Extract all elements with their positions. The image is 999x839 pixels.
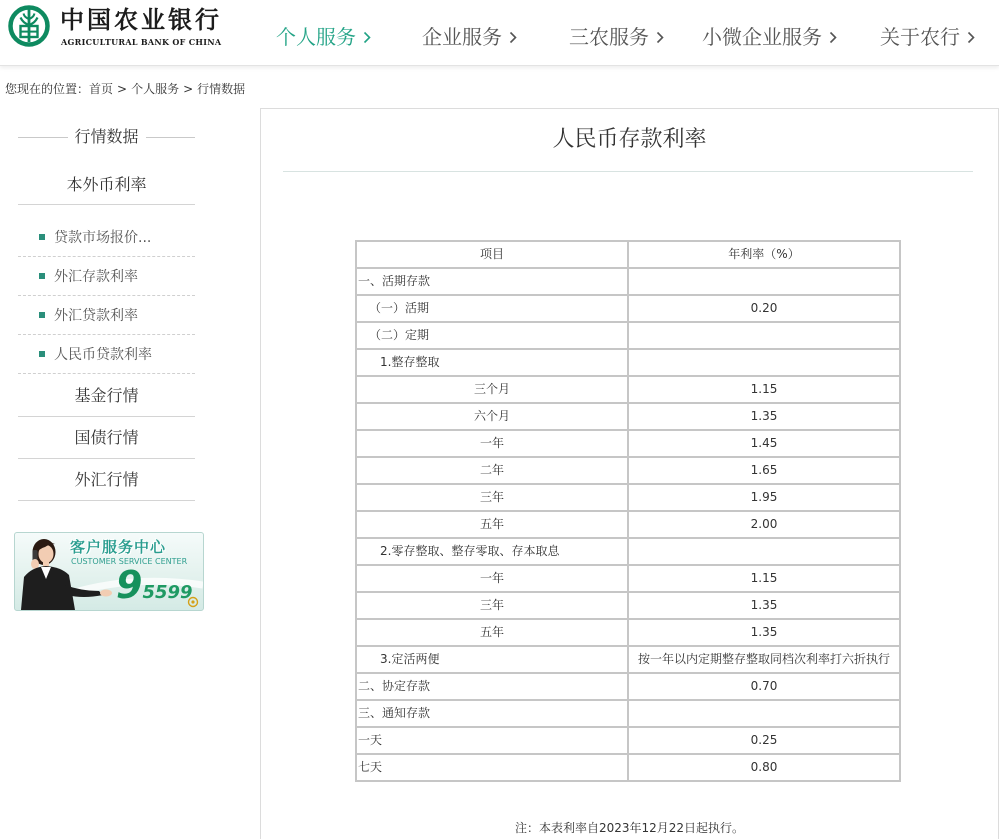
- sidebar-list: [18, 375, 195, 501]
- sidebar-item-treasury-quotes[interactable]: 国债行情: [18, 417, 195, 459]
- nav-about-abc[interactable]: [880, 23, 975, 51]
- divider: [18, 137, 68, 138]
- sidebar: [18, 0, 195, 620]
- row-rate-cell: 0.20: [629, 296, 901, 323]
- nav-small-business-services[interactable]: [702, 23, 837, 51]
- sidebar-subitem-lpr[interactable]: [18, 218, 195, 257]
- sidebar-title: [18, 125, 195, 149]
- main-content: [260, 108, 999, 839]
- sidebar-item-fund-quotes[interactable]: 基金行情: [18, 375, 195, 417]
- row-item-cell: 二、协定存款: [357, 674, 629, 701]
- table-row: [357, 458, 901, 485]
- banner-subtitle: CUSTOMER SERVICE CENTER: [71, 557, 188, 566]
- nav-label: 小微企业服务: [702, 25, 822, 49]
- nav-label: 个人服务: [276, 25, 356, 49]
- nav-label: 企业服务: [422, 25, 502, 49]
- sidebar-item-interest-rates[interactable]: 本外币利率: [18, 166, 195, 205]
- chevron-right-icon: [363, 31, 371, 44]
- sidebar-subitem-label: 外汇存款利率: [54, 269, 138, 285]
- row-rate-cell: 1.65: [629, 458, 901, 485]
- row-rate-cell: 1.45: [629, 431, 901, 458]
- row-item-cell: 三年: [357, 485, 629, 512]
- square-bullet-icon: [39, 351, 45, 357]
- chevron-right-icon: [656, 31, 664, 44]
- column-header-rate: 年利率（%）: [629, 242, 901, 269]
- nav-label: 关于农行: [880, 25, 960, 49]
- row-item-cell: 五年: [357, 620, 629, 647]
- row-item-cell: 一年: [357, 431, 629, 458]
- row-rate-cell: 1.15: [629, 566, 901, 593]
- table-row: [357, 377, 901, 404]
- square-bullet-icon: [39, 234, 45, 240]
- row-item-cell: 3.定活两便: [357, 647, 629, 674]
- sidebar-subitem-fx-loan-rates[interactable]: [18, 296, 195, 335]
- table-row: [357, 296, 901, 323]
- bank-name-cn: 中国农业银行: [60, 5, 222, 34]
- row-rate-cell: [629, 701, 901, 728]
- row-item-cell: 一、活期存款: [357, 269, 629, 296]
- table-row: [357, 620, 901, 647]
- customer-service-banner[interactable]: [14, 532, 204, 611]
- nav-personal-services[interactable]: [276, 23, 371, 51]
- sidebar-sublist: [18, 218, 195, 374]
- banner-phone-number: 95599: [116, 563, 193, 607]
- table-row: [357, 566, 901, 593]
- table-row: [357, 539, 901, 566]
- sidebar-subitem-label: 外汇贷款利率: [54, 308, 138, 324]
- table-row: [357, 647, 901, 674]
- breadcrumb-personal-link[interactable]: 个人服务: [131, 82, 180, 96]
- row-item-cell: 三、通知存款: [357, 701, 629, 728]
- table-row: [357, 431, 901, 458]
- divider: [146, 137, 196, 138]
- sidebar-item-fx-quotes[interactable]: 外汇行情: [18, 459, 195, 501]
- table-row: [357, 404, 901, 431]
- row-rate-cell: [629, 539, 901, 566]
- row-rate-cell: 1.35: [629, 593, 901, 620]
- row-rate-cell: 2.00: [629, 512, 901, 539]
- row-rate-cell: 0.70: [629, 674, 901, 701]
- sidebar-subitem-fx-deposit-rates[interactable]: [18, 257, 195, 296]
- row-item-cell: 六个月: [357, 404, 629, 431]
- sidebar-subitem-label: 贷款市场报价...: [54, 230, 152, 246]
- breadcrumb-market-data-link[interactable]: 行情数据: [197, 82, 246, 96]
- chevron-right-icon: [967, 31, 975, 44]
- row-rate-cell: 1.15: [629, 377, 901, 404]
- breadcrumb-home-link[interactable]: 首页: [89, 82, 114, 96]
- row-item-cell: 七天: [357, 755, 629, 782]
- table-row: [357, 485, 901, 512]
- nav-agriculture-services[interactable]: [569, 23, 664, 51]
- row-rate-cell: 按一年以内定期整存整取同档次利率打六折执行: [629, 647, 901, 674]
- breadcrumb-prefix: 您现在的位置：: [5, 82, 90, 96]
- row-rate-cell: 0.80: [629, 755, 901, 782]
- sidebar-subitem-label: 人民币贷款利率: [54, 347, 152, 363]
- sidebar-title-label: 行情数据: [74, 127, 139, 146]
- row-item-cell: 五年: [357, 512, 629, 539]
- column-header-item: 项目: [357, 242, 629, 269]
- table-row: [357, 755, 901, 782]
- table-row: [357, 269, 901, 296]
- breadcrumb-separator: >: [183, 82, 194, 96]
- row-rate-cell: [629, 269, 901, 296]
- square-bullet-icon: [39, 273, 45, 279]
- table-row: [357, 701, 901, 728]
- nav-label: 三农服务: [569, 25, 649, 49]
- row-rate-cell: 1.35: [629, 404, 901, 431]
- banner-title: 客户服务中心: [70, 538, 167, 556]
- table-row: [357, 593, 901, 620]
- row-item-cell: （二）定期: [357, 323, 629, 350]
- table-row: [357, 350, 901, 377]
- row-item-cell: 一年: [357, 566, 629, 593]
- row-item-cell: 三个月: [357, 377, 629, 404]
- nav-corporate-services[interactable]: [422, 23, 517, 51]
- chevron-right-icon: [829, 31, 837, 44]
- deposit-rate-table: [355, 240, 901, 782]
- breadcrumb-separator: >: [117, 82, 128, 96]
- row-item-cell: 1.整存整取: [357, 350, 629, 377]
- page-title: 人民币存款利率: [552, 127, 707, 152]
- square-bullet-icon: [39, 312, 45, 318]
- row-item-cell: （一）活期: [357, 296, 629, 323]
- table-header-row: [357, 242, 901, 269]
- row-item-cell: 一天: [357, 728, 629, 755]
- row-rate-cell: 1.35: [629, 620, 901, 647]
- table-row: [357, 512, 901, 539]
- row-rate-cell: [629, 323, 901, 350]
- bank-name-en: AGRICULTURAL BANK OF CHINA: [61, 37, 222, 47]
- chevron-right-icon: [509, 31, 517, 44]
- row-rate-cell: 1.95: [629, 485, 901, 512]
- effective-date-note: 注：本表利率自2023年12月22日起执行。: [514, 821, 745, 835]
- table-row: [357, 323, 901, 350]
- row-item-cell: 2.零存整取、整存零取、存本取息: [357, 539, 629, 566]
- row-item-cell: 三年: [357, 593, 629, 620]
- row-item-cell: 二年: [357, 458, 629, 485]
- sidebar-subitem-rmb-loan-rates[interactable]: [18, 335, 195, 374]
- table-row: [357, 728, 901, 755]
- title-divider: [283, 171, 973, 172]
- row-rate-cell: 0.25: [629, 728, 901, 755]
- row-rate-cell: [629, 350, 901, 377]
- table-row: [357, 674, 901, 701]
